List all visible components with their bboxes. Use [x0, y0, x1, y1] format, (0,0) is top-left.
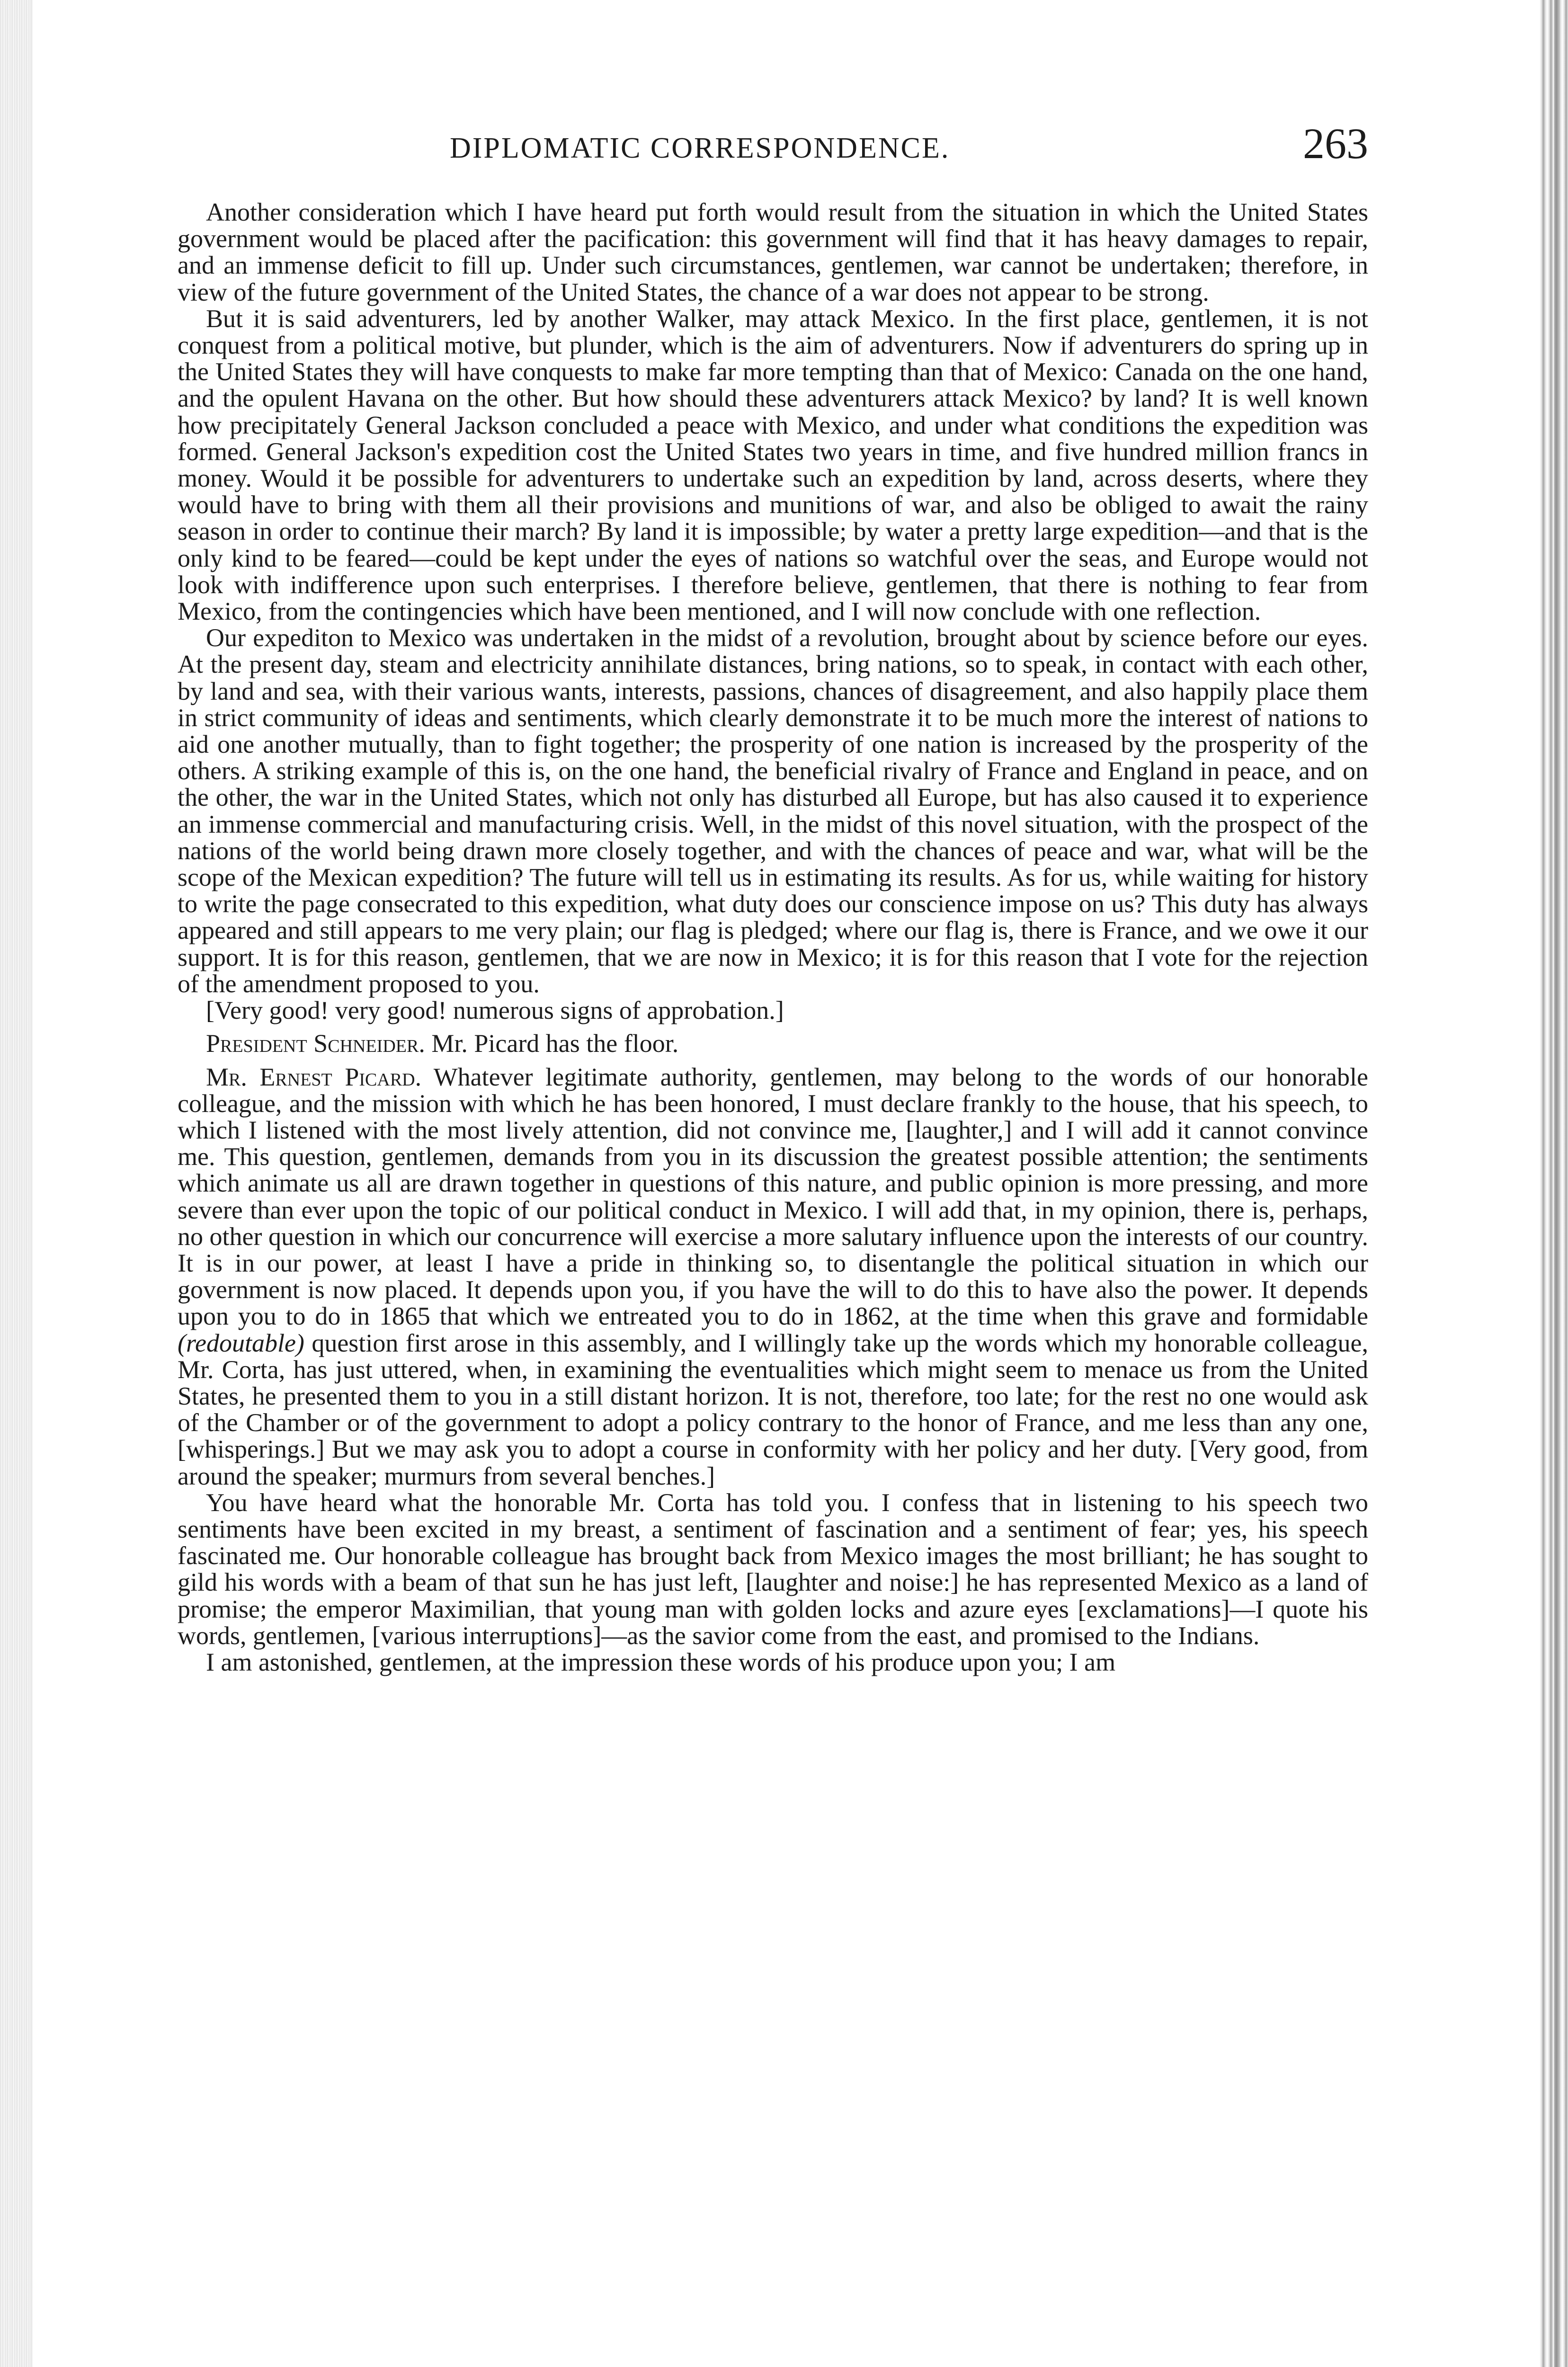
page-right-edge	[1540, 0, 1568, 2367]
paragraph	[178, 1064, 1368, 1489]
speech-text: question first arose in this assembly, and I willingly take up the words which my honorable colleague, Mr. Corta, has just uttered, when, in examining the eventualities which might seem to menace us from the United States, he presented them to you in a still distant horizon. It is not, therefore, too late; for the rest no one would ask of the Chamber or of the government to adopt a policy contrary to the honor of France, and me less than any one, [whisperings.] But we may ask you to adopt a course in conformity with her policy and her duty. [Very good, from around the speaker; murmurs from several benches.]	[178, 1328, 1369, 1490]
paragraph	[178, 1030, 1368, 1057]
speech-text: Whatever legitimate authority, gentlemen, may belong to the words of our honorable colleague, and the mission with which he has been honored, I must declare frankly to the house, that his speech, to which I listened with the most lively attention, did not convince me, [laughter,] and I will add it cannot convince me. This question, gentlemen, demands from you in its discussion the greatest possible attention; the sentiments which animate us all are drawn together in questions of this nature, and public opinion is more pressing, and more severe than ever upon the topic of our political conduct in Mexico. I will add that, in my opinion, there is, perhaps, no other question in which our concurrence will exercise a more salutary influence upon the interests of our country. It is in our power, at least I have a pride in thinking so, to disentangle the political situation in which our government is now placed. It depends upon you, if you have the will to do this to have also the power. It depends upon you to do in 1865 that which we entreated you to do in 1862, at the time when this grave and formidable	[178, 1062, 1368, 1331]
paragraph: But it is said adventurers, led by another Walker, may attack Mexico. In the first place, gentlemen, it is not conquest from a political motive, but plunder, which is the aim of adventurers. Now if adventurers do spring up in the United States they will have conquests to make far more tempting than that of Mexico: Canada on the one hand, and the opulent Havana on the other. But how should these adventurers attack Mexico? by land? It is well known how precipitately General Jackson concluded a peace with Mexico, and under what conditions the expedition was formed. General Jackson's expedition cost the United States two years in time, and five hundred million francs in money. Would it be possible for adventurers to undertake such an expedition by land, across deserts, where they would have to bring with them all their provisions and munitions of war, and also be obliged to await the rainy season in order to continue their march? By land it is impossible; by water a pretty large expedition—and that is the only kind to be feared—could be kept under the eyes of nations so watchful over the seas, and Europe would not look with indifference upon such enterprises. I therefore believe, gentlemen, that there is nothing to fear from Mexico, from the contingencies which have been mentioned, and I will now conclude with one reflection.	[178, 304, 1368, 626]
speech-text: Mr. Picard has the floor.	[431, 1029, 679, 1058]
page-binding-shadow	[1554, 0, 1558, 2367]
paragraph: Another consideration which I have heard put forth would result from the situation in which the United States government would be placed after the pacification: this government will find that it has heavy damages to repair, and an immense deficit to fill up. Under such circumstances, gentlemen, war cannot be undertaken; therefore, in view of the future government of the United States, the chance of a war does not appear to be strong.	[178, 198, 1368, 306]
speaker-name: President Schneider.	[206, 1029, 425, 1058]
italic-term: (redoutable)	[178, 1328, 304, 1357]
paragraph: Our expediton to Mexico was undertaken in the midst of a revolution, brought about by science before our eyes. At the present day, steam and electricity annihilate distances, bring nations, so to speak, in contact with each other, by land and sea, with their various wants, interests, passions, chances of disagreement, and also happily place them in strict community of ideas and sentiments, which clearly demonstrate it to be much more the interest of nations to aid one another mutually, than to fight together; the prosperity of one nation is increased by the prosperity of the others. A striking example of this is, on the one hand, the beneficial rivalry of France and England in peace, and on the other, the war in the United States, which not only has disturbed all Europe, but has also caused it to experience an immense commercial and manufacturing crisis. Well, in the midst of this novel situation, with the prospect of the nations of the world being drawn more closely together, and with the chances of peace and war, what will be the scope of the Mexican expedition? The future will tell us in estimating its results. As for us, while waiting for history to write the page consecrated to this expedition, what duty does our conscience impose on us? This duty has always appeared and still appears to me very plain; our flag is pledged; where our flag is, there is France, and we owe it our support. It is for this reason, gentlemen, that we are now in Mexico; it is for this reason that I vote for the rejection of the amendment proposed to you.	[178, 623, 1368, 998]
page-header	[178, 118, 1368, 175]
speaker-name: Mr. Ernest Picard.	[206, 1062, 422, 1091]
page-left-edge	[0, 0, 33, 2367]
paragraph: You have heard what the honorable Mr. Corta has told you. I confess that in listening to his speech two sentiments have been excited in my breast, a sentiment of fascination and a sentiment of fear; yes, his speech fascinated me. Our honorable colleague has brought back from Mexico images the most brilliant; he has sought to gild his words with a beam of that sun he has just left, [laughter and noise:] he has represented Mexico as a land of promise; the emperor Maximilian, that young man with golden locks and azure eyes [exclamations]—I quote his words, gentlemen, [various interruptions]—as the savior come from the east, and promised to the Indians.	[178, 1488, 1368, 1650]
page-number: 263	[1303, 119, 1368, 168]
applause-note: [Very good! very good! numerous signs of approbation.]	[206, 996, 784, 1025]
running-head: DIPLOMATIC CORRESPONDENCE.	[450, 132, 950, 164]
paragraph: I am astonished, gentlemen, at the impression these words of his produce upon you; I am	[206, 1647, 1116, 1676]
body-text	[178, 199, 1368, 1675]
